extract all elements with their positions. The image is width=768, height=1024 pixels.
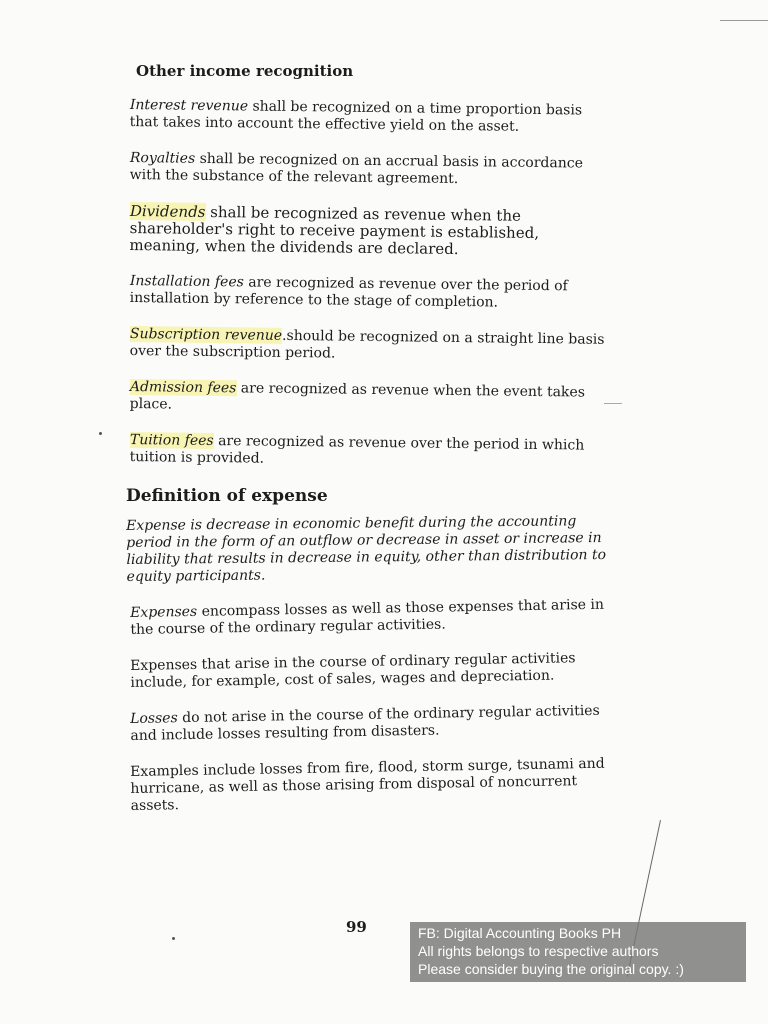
watermark-line: Please consider buying the original copy. :) xyxy=(418,961,684,977)
paragraph-text: shall be recognized on a time proportion basis that takes into account the effective yield on the asset. xyxy=(129,98,583,135)
paragraph-subscription-revenue xyxy=(130,326,614,366)
paragraph-expenses-ordinary: Expenses that arise in the course of ordinary regular activities include, for example, cost of sales, wages and depreciation. xyxy=(130,650,576,691)
term: Losses xyxy=(130,710,178,727)
section-heading-other-income: Other income recognition xyxy=(136,62,354,80)
term: Subscription revenue xyxy=(129,326,283,344)
paragraph-text: are recognized as revenue when the event takes place. xyxy=(129,380,586,413)
scan-speck xyxy=(172,937,175,940)
term: Interest revenue xyxy=(129,97,249,115)
page-number: 99 xyxy=(346,918,367,936)
paragraph-text: shall be recognized on an accrual basis in accordance with the substance of the relevant agreement. xyxy=(129,150,583,188)
term: Tuition fees xyxy=(129,432,214,450)
term: Dividends xyxy=(129,202,206,221)
paragraph-text: encompass losses as well as those expenses that arise in the course of the ordinary regular activities. xyxy=(130,596,605,638)
scan-mark xyxy=(720,20,768,21)
paragraph-text: are recognized as revenue over the period of installation by reference to the stage of completion. xyxy=(129,274,568,311)
paragraph-examples: Examples include losses from fire, flood, storm surge, tsunami and hurricane, as well as those arising from disposal of noncurrent assets. xyxy=(130,755,605,814)
term: Royalties xyxy=(129,150,196,167)
term: Expenses xyxy=(130,603,198,621)
paragraph-text: are recognized as revenue over the period in which tuition is provided. xyxy=(129,433,585,467)
paragraph-losses xyxy=(130,703,615,745)
expense-paragraphs xyxy=(126,596,614,815)
section-heading-definition-of-expense: Definition of expense xyxy=(126,486,328,506)
paragraph-text: do not arise in the course of the ordinary regular activities and include losses resulting from disasters. xyxy=(130,702,600,744)
paragraph-tuition-fees xyxy=(130,432,614,472)
watermark-line: All rights belongs to respective authors xyxy=(418,943,659,959)
paragraph-expenses-encompass xyxy=(130,597,615,639)
term: Installation fees xyxy=(129,273,244,291)
paragraph-text: shall be recognized as revenue when the shareholder's right to receive payment is established, meaning, when the dividends are declared. xyxy=(129,202,540,259)
paragraph-interest-revenue xyxy=(130,97,614,137)
paragraph-installation-fees xyxy=(130,273,614,313)
scan-speck xyxy=(99,432,102,435)
paragraph-admission-fees xyxy=(130,379,614,419)
paragraph-text: .should be recognized on a straight line basis over the subscription period. xyxy=(129,327,605,362)
page-content xyxy=(126,62,614,834)
expense-definition: Expense is decrease in economic benefit during the accounting period in the form of an outflow or decrease in asset or increase in liability that results in decrease in equity, other than distribution to equity participants. xyxy=(126,513,607,585)
watermark-line: FB: Digital Accounting Books PH xyxy=(418,925,622,941)
paragraph-dividends xyxy=(129,203,614,260)
term: Admission fees xyxy=(129,379,237,397)
watermark-overlay xyxy=(410,922,746,982)
paragraph-royalties xyxy=(130,150,614,190)
